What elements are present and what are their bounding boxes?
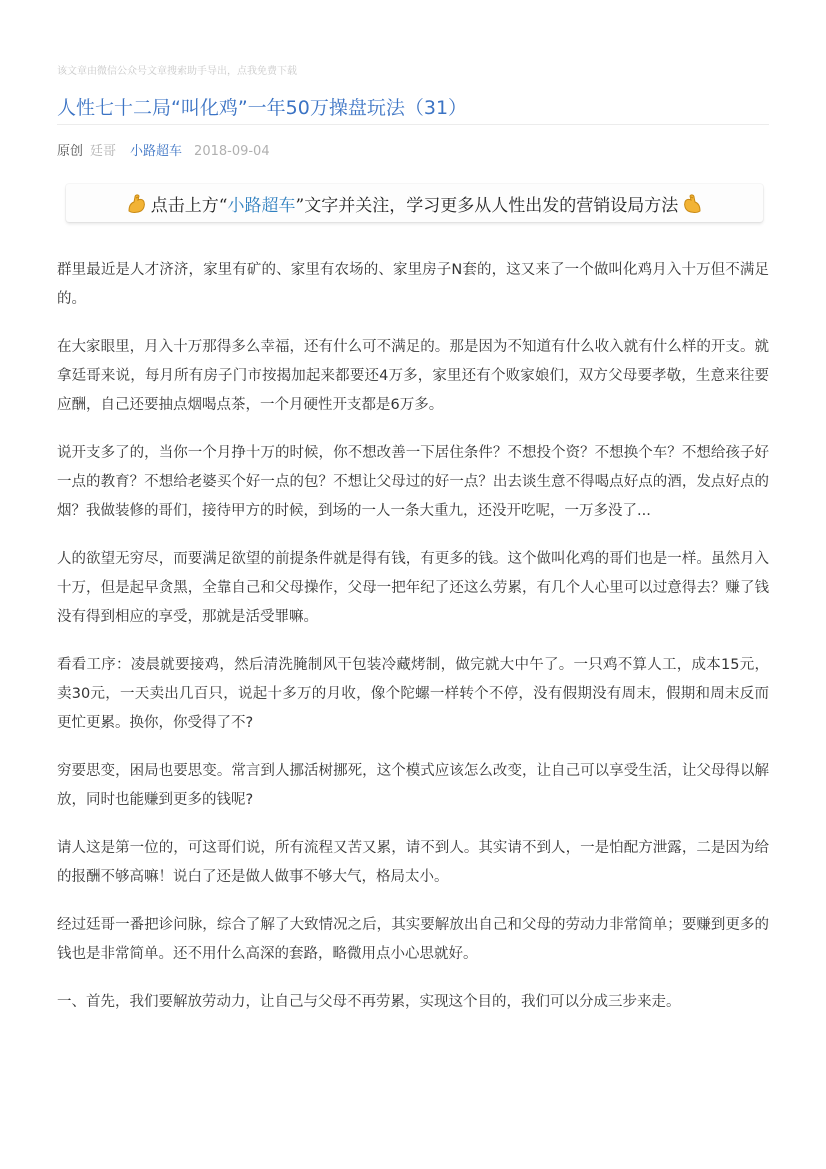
title-divider: [57, 124, 769, 125]
paragraph: 看看工序：凌晨就要接鸡，然后清洗腌制风干包装冷藏烤制，做完就大中午了。一只鸡不算人工，成本15元，卖30元，一天卖出几百只，说起十多万的月收，像个陀螺一样转个不停，没有假期没有周末，假期和周末反而更忙更累。换你，你受得了不?: [57, 657, 769, 731]
author-name: 廷哥: [90, 144, 117, 159]
account-link[interactable]: 小路超车: [130, 144, 183, 159]
export-notice-link[interactable]: 该文章由微信公众号文章搜索助手导出，点我免费下载: [57, 66, 297, 77]
paragraph: 在大家眼里，月入十万那得多么幸福，还有什么可不满足的。那是因为不知道有什么收入就有什么样的开支。就拿廷哥来说，每月所有房子门市按揭加起来都要还4万多，家里还有个败家娘们，双方父母要孝敬，生意来往要应酬，自己还要抽点烟喝点茶，一个月硬性开支都是6万多。: [57, 339, 769, 413]
banner-text-before: 点击上方“: [150, 195, 228, 216]
paragraph: 经过廷哥一番把诊问脉，综合了解了大致情况之后，其实要解放出自己和父母的劳动力非常简单；要赚到更多的钱也是非常简单。还不用什么高深的套路，略微用点小心思就好。: [57, 917, 769, 962]
paragraph: 人的欲望无穷尽，而要满足欲望的前提条件就是得有钱，有更多的钱。这个做叫化鸡的哥们也是一样。虽然月入十万，但是起早贪黑，全靠自己和父母操作，父母一把年纪了还这么劳累，有几个人心里可以过意得去？赚了钱没有得到相应的享受，那就是活受罪嘛。: [57, 551, 769, 625]
flexed-biceps-icon: [126, 192, 148, 214]
article-body: [57, 256, 769, 1036]
paragraph: 说开支多了的，当你一个月挣十万的时候，你不想改善一下居住条件？不想投个资？不想换个车？不想给孩子好一点的教育？不想给老婆买个好一点的包？不想让父母过的好一点？出去谈生意不得喝点好点的酒，发点好点的烟？我做装修的哥们，接待甲方的时候，到场的一人一条大重九，还没开吃呢，一万多没了...: [57, 445, 769, 519]
banner-account-highlight[interactable]: 小路超车: [227, 195, 296, 216]
article-meta: [57, 140, 270, 159]
banner-text-after: ”文字并关注，学习更多从人性出发的营销设局方法: [295, 195, 679, 216]
paragraph: 一、首先，我们要解放劳动力，让自己与父母不再劳累，实现这个目的，我们可以分成三步来走。: [57, 994, 681, 1010]
follow-banner[interactable]: [66, 184, 763, 222]
original-label: 原创: [57, 144, 84, 159]
publish-date: 2018-09-04: [194, 144, 270, 159]
paragraph: 穷要思变，困局也要思变。常言到人挪活树挪死，这个模式应该怎么改变，让自己可以享受生活，让父母得以解放，同时也能赚到更多的钱呢?: [57, 763, 769, 808]
flexed-biceps-icon: [681, 192, 703, 214]
paragraph: 请人这是第一位的，可这哥们说，所有流程又苦又累，请不到人。其实请不到人，一是怕配方泄露，二是因为给的报酬不够高嘛！说白了还是做人做事不够大气，格局太小。: [57, 840, 769, 885]
article-title: 人性七十二局“叫化鸡”一年50万操盘玩法（31）: [57, 97, 468, 119]
paragraph: 群里最近是人才济济，家里有矿的、家里有农场的、家里房子N套的，这又来了一个做叫化鸡月入十万但不满足的。: [57, 262, 769, 307]
